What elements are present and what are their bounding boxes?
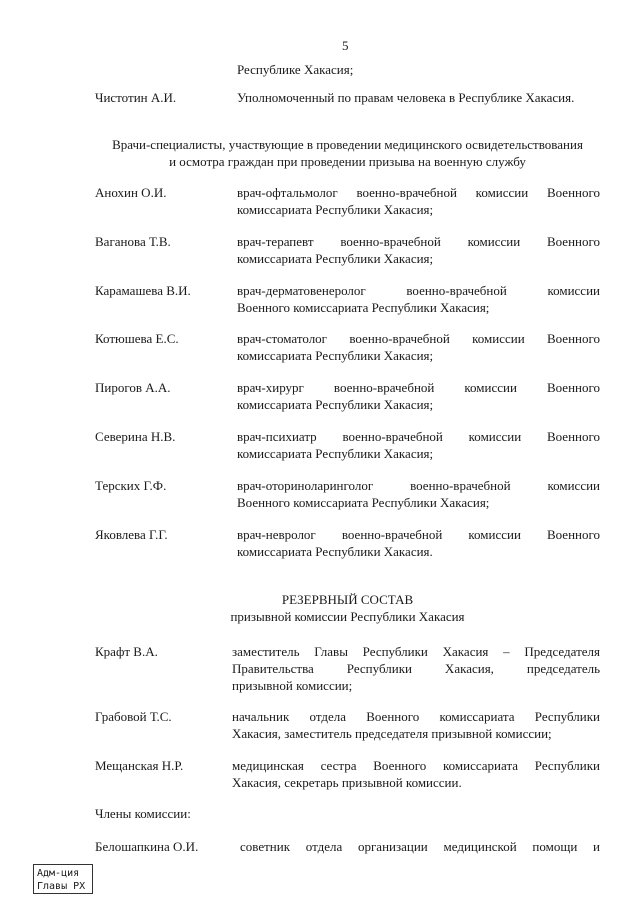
reserve-role-line1: заместитель Главы Республики Хакасия – Председателя xyxy=(232,644,600,659)
member-name: Белошапкина О.И. xyxy=(95,839,199,854)
specialist-role-line1: врач-дерматовенеролог военно-врачебной комиссии xyxy=(237,283,600,298)
registry-stamp xyxy=(33,864,93,894)
specialist-role-line2: комиссариата Республики Хакасия; xyxy=(237,348,434,363)
specialist-role-line1: врач-стоматолог военно-врачебной комиссии Военного xyxy=(237,331,600,346)
specialists-heading-line2: и осмотра граждан при проведении призыва на военную службу xyxy=(169,154,526,169)
reserve-name: Мещанская Н.Р. xyxy=(95,758,184,773)
specialist-role-line2: комиссариата Республики Хакасия; xyxy=(237,251,434,266)
reserve-role-line1: начальник отдела Военного комиссариата Республики xyxy=(232,709,600,724)
reserve-role-line1: медицинская сестра Военного комиссариата Республики xyxy=(232,758,600,773)
specialist-name: Котюшева Е.С. xyxy=(95,331,179,346)
specialist-role-line1: врач-офтальмолог военно-врачебной комиссии Военного xyxy=(237,185,600,200)
specialists-heading-line1: Врачи-специалисты, участвующие в проведении медицинского освидетельствования xyxy=(112,137,583,152)
specialist-name: Ваганова Т.В. xyxy=(95,234,171,249)
specialist-name: Пирогов А.А. xyxy=(95,380,171,395)
specialist-role-line2: комиссариата Республики Хакасия. xyxy=(237,544,433,559)
specialist-name: Анохин О.И. xyxy=(95,185,167,200)
specialist-role-line2: комиссариата Республики Хакасия; xyxy=(237,397,434,412)
specialist-role-line2: Военного комиссариата Республики Хакасия; xyxy=(237,300,490,315)
reserve-name: Крафт В.А. xyxy=(95,644,158,659)
members-label: Члены комиссии: xyxy=(95,806,191,821)
reserve-heading-title: РЕЗЕРВНЫЙ СОСТАВ xyxy=(281,592,414,607)
member-role-line1: советник отдела организации медицинской помощи и xyxy=(240,839,600,854)
entry-role-chistotin: Уполномоченный по правам человека в Республике Хакасия. xyxy=(237,90,575,105)
specialist-role-line1: врач-невролог военно-врачебной комиссии Военного xyxy=(237,527,600,542)
specialist-name: Северина Н.В. xyxy=(95,429,176,444)
reserve-heading-subtitle: призывной комиссии Республики Хакасия xyxy=(230,609,465,624)
specialist-name: Терских Г.Ф. xyxy=(95,478,167,493)
specialist-name: Яковлева Г.Г. xyxy=(95,527,168,542)
reserve-role-line2: Хакасия, заместитель председателя призывной комиссии; xyxy=(232,726,552,741)
reserve-role-line3: призывной комиссии; xyxy=(232,678,353,693)
specialist-role-line1: врач-терапевт военно-врачебной комиссии Военного xyxy=(237,234,600,249)
reserve-name: Грабовой Т.С. xyxy=(95,709,172,724)
specialist-role-line1: врач-оториноларинголог военно-врачебной комиссии xyxy=(237,478,600,493)
specialist-role-line1: врач-психиатр военно-врачебной комиссии Военного xyxy=(237,429,600,444)
specialist-role-line1: врач-хирург военно-врачебной комиссии Военного xyxy=(237,380,600,395)
specialist-role-line2: комиссариата Республики Хакасия; xyxy=(237,202,434,217)
page-number: 5 xyxy=(342,38,349,53)
specialist-role-line2: Военного комиссариата Республики Хакасия; xyxy=(237,495,490,510)
stamp-line1: Адм-ция xyxy=(37,868,80,879)
reserve-heading xyxy=(90,591,605,625)
reserve-role-line2: Хакасия, секретарь призывной комиссии. xyxy=(232,775,462,790)
stamp-line2: Главы РХ xyxy=(37,881,86,892)
specialists-heading xyxy=(90,136,605,170)
specialist-name: Карамашева В.И. xyxy=(95,283,191,298)
header-continuation: Республике Хакасия; xyxy=(237,62,354,77)
specialist-role-line2: комиссариата Республики Хакасия; xyxy=(237,446,434,461)
reserve-role-line2: Правительства Республики Хакасия, председатель xyxy=(232,661,600,676)
entry-name-chistotin: Чистотин А.И. xyxy=(95,90,177,105)
